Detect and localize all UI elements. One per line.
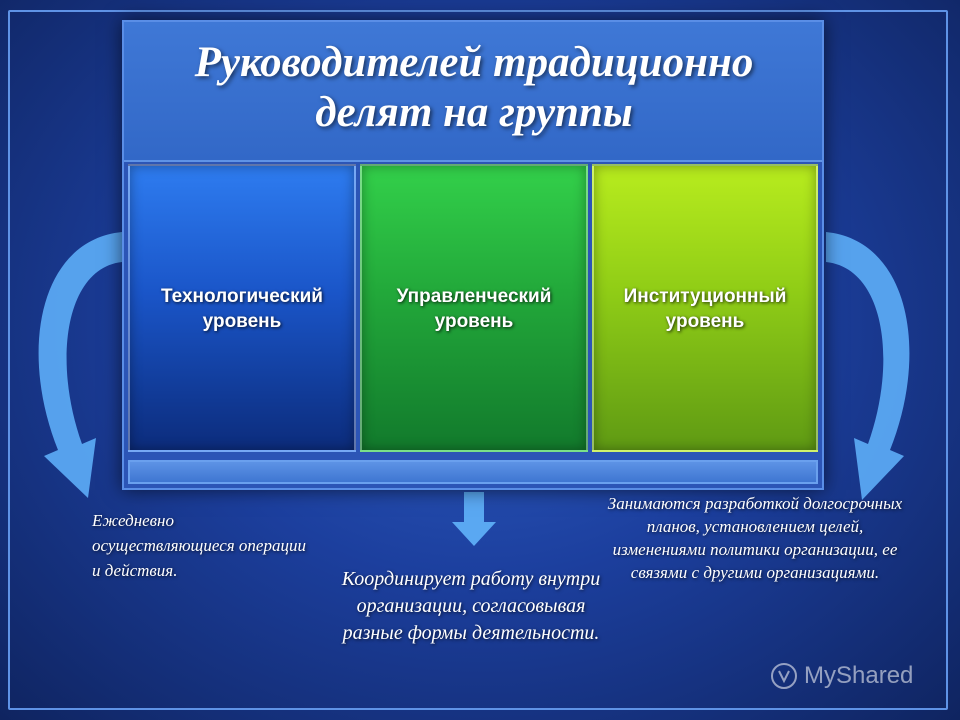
watermark-text: MyShared: [804, 662, 914, 689]
level-label-managerial: Управленческий уровень: [396, 286, 552, 332]
base-bar: [128, 460, 818, 484]
level-label-institutional: Институционный уровень: [623, 286, 787, 332]
slide-title: Руководителей традиционно делят на группы: [194, 39, 754, 136]
down-arrow-icon: [452, 492, 496, 546]
title-box: [124, 22, 822, 162]
watermark: [770, 660, 940, 692]
left-curved-arrow-icon: [39, 232, 122, 498]
level-institutional: [592, 164, 818, 452]
note-institutional: Занимаются разработкой долгосрочных планов, установлением целей, изменениями политики организации, ее связями с другими организациями.: [607, 494, 903, 582]
main-panel: [122, 20, 824, 490]
watermark-logo-icon: [770, 662, 798, 690]
level-technological: [128, 164, 356, 452]
level-managerial: [360, 164, 588, 452]
note-managerial: Координирует работу внутри организации, согласовывая разные формы деятельности.: [341, 568, 601, 644]
level-label-technological: Технологический уровень: [161, 286, 323, 332]
right-curved-arrow-icon: [826, 232, 909, 500]
note-technological: Ежедневно осуществляющиеся операции и действия.: [92, 511, 306, 580]
